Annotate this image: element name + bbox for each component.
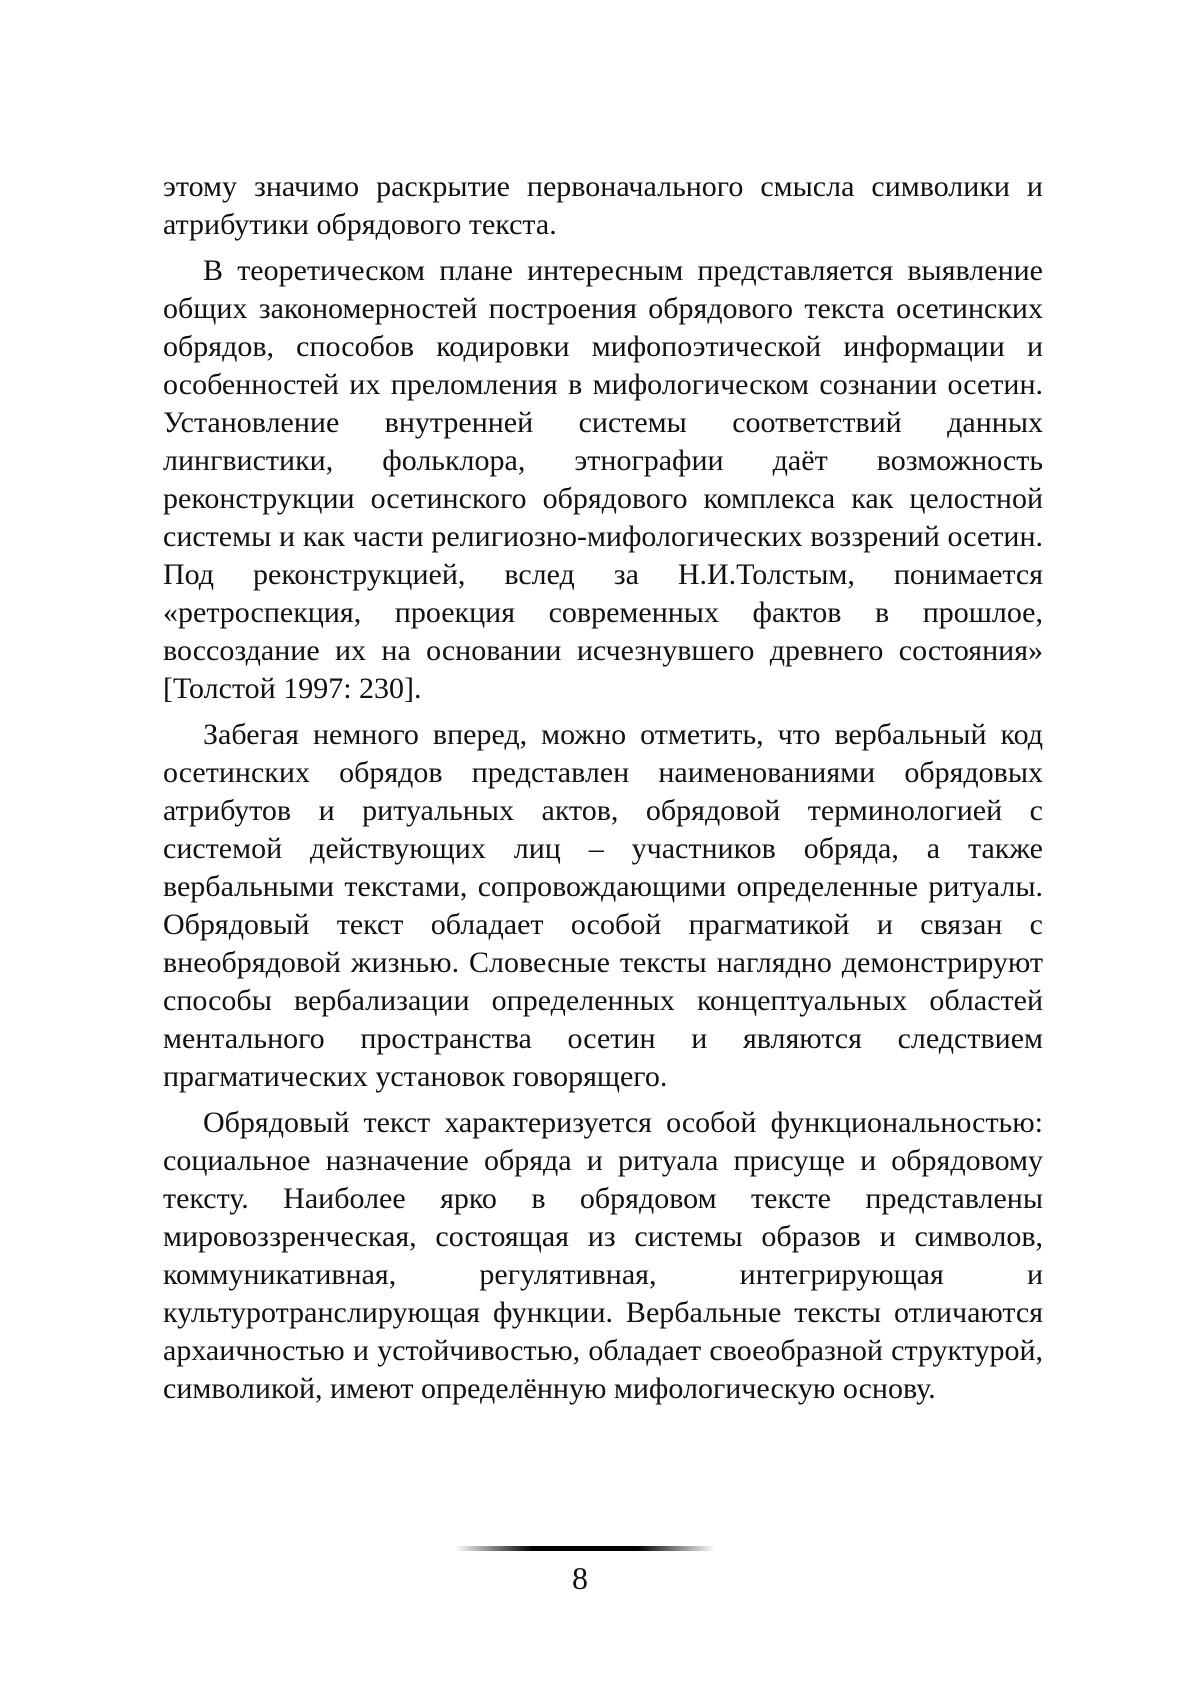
paragraph-verbal-code: Забегая немного вперед, можно отметить, что вербальный код осетинских обрядов представлен наименованиями обрядовых атрибутов и ритуальных актов, обрядовой терминологией с системой действующих лиц – участников обряда, а также вербальными текстами, сопровождающими определенные ритуалы. Обрядовый текст обладает особой прагматикой и связан с внеобрядовой жизнью. Словесные тексты наглядно демонстрируют способы вербализации определенных концептуальных областей ментального пространства осетин и являются следствием прагматических установок говорящего. — [163, 718, 1043, 1093]
paragraph-reconstruction: В теоретическом плане интересным представляется выявление общих закономерностей построения обрядового текста осетинских обрядов, способов кодировки мифопоэтической информации и особенностей их преломления в мифологическом сознании осетин. Установление внутренней системы соответствий данных лингвистики, фольклора, этнографии даёт возможность реконструкции осетинского обрядового комплекса как целостной системы и как части религиозно-мифологических воззрений осетин. Под реконструкцией, вслед за Н.И.Толстым, понимается «ретроспекция, проекция современных фактов в прошлое, воссоздание их на основании исчезнувшего древнего состояния» [Толстой 1997: 230]. — [163, 254, 1043, 705]
paragraph-continued: этому значимо раскрытие первоначального смысла символики и атрибутики обрядового текста. — [163, 170, 1043, 241]
page-number: 8 — [572, 1560, 588, 1596]
body-text — [163, 168, 1043, 1416]
footer-divider — [455, 1546, 715, 1551]
paragraph-functionality: Обрядовый текст характеризуется особой функциональностью: социальное назначение обряда и ритуала присуще и обрядовому тексту. Наиболее ярко в обрядовом тексте представлены мировоззренческая, состоящая из системы образов и символов, коммуникативная, регулятивная, интегрирующая и культуротранслирующая функции. Вербальные тексты отличаются архаичностью и устойчивостью, обладает своеобразной структурой, символикой, имеют определённую мифологическую основу. — [163, 1106, 1043, 1405]
